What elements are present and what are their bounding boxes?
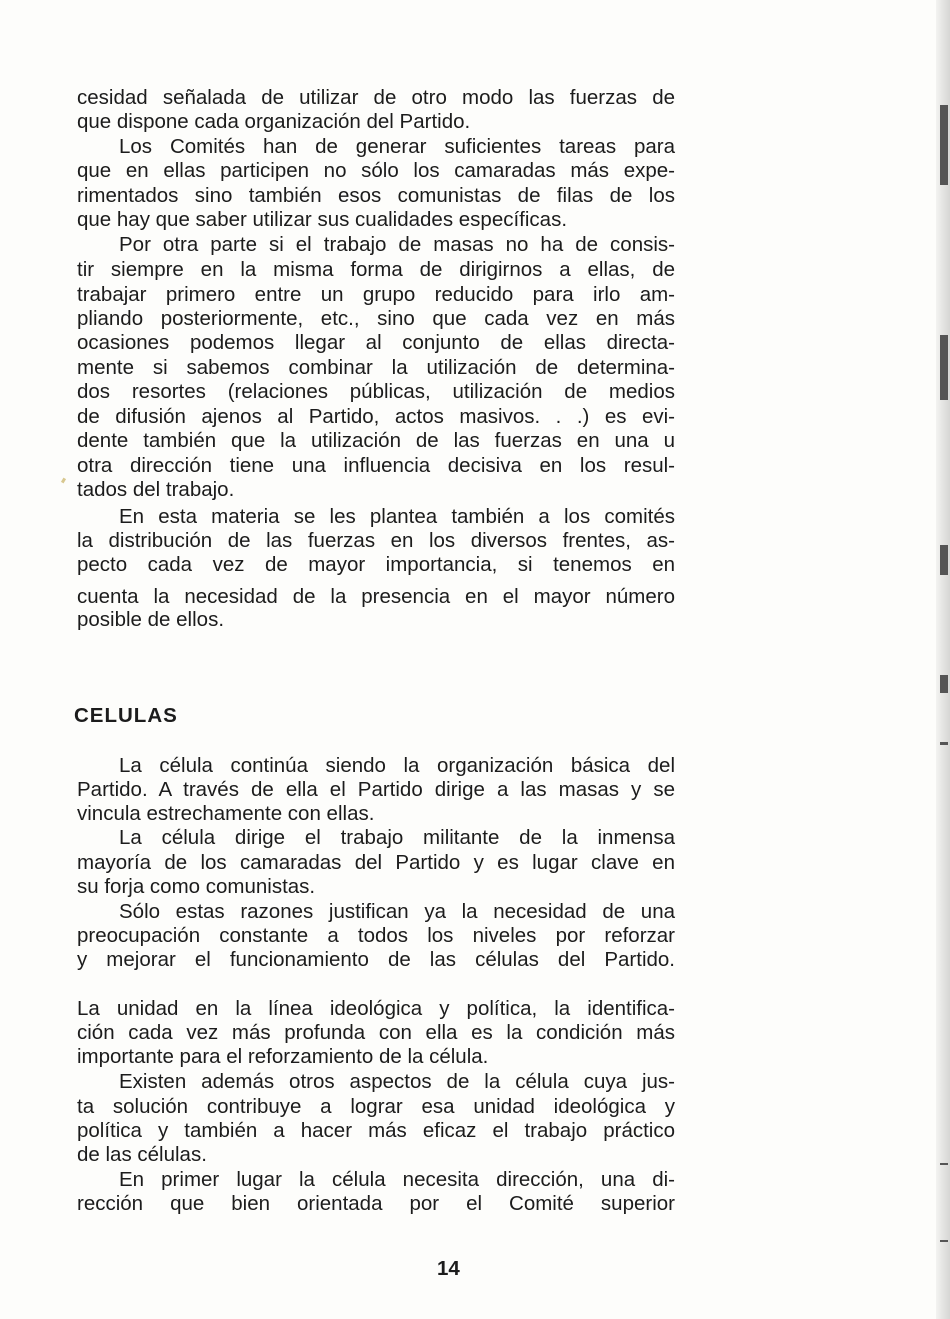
text-line: ción cada vez más profunda con ella es la condición más	[77, 1021, 675, 1044]
text-line: trabajar primero entre un grupo reducido para irlo am-	[77, 283, 675, 306]
text-line: política y también a hacer más eficaz el trabajo práctico	[77, 1119, 675, 1142]
text-line: la distribución de las fuerzas en los diversos frentes, as-	[77, 529, 675, 552]
text-line: ocasiones podemos llegar al conjunto de ellas directa-	[77, 331, 675, 354]
edge-shadow	[940, 1240, 948, 1242]
section-heading: CELULAS	[74, 704, 178, 727]
text-line: La célula continúa siendo la organización básica del	[119, 754, 675, 777]
text-line: En esta materia se les plantea también a los comités	[119, 505, 675, 528]
text-line: En primer lugar la célula necesita dirección, una di-	[119, 1168, 675, 1191]
text-line: de las células.	[77, 1143, 207, 1166]
page-number: 14	[437, 1257, 460, 1280]
text-line: dos resortes (relaciones públicas, utilización de medios	[77, 380, 675, 403]
text-line: ta solución contribuye a lograr esa unidad ideológica y	[77, 1095, 675, 1118]
text-line: pliando posteriormente, etc., sino que cada vez en más	[77, 307, 675, 330]
paper-speck	[61, 478, 66, 484]
text-line: que dispone cada organización del Partido.	[77, 110, 471, 133]
text-line: Sólo estas razones justifican ya la necesidad de una	[119, 900, 675, 923]
text-line: preocupación constante a todos los niveles por reforzar	[77, 924, 675, 947]
text-line: y mejorar el funcionamiento de las células del Partido.	[77, 948, 675, 971]
text-line: posible de ellos.	[77, 608, 225, 631]
text-line: que en ellas participen no sólo los camaradas más expe-	[77, 159, 675, 182]
text-line: La célula dirige el trabajo militante de la inmensa	[119, 826, 675, 849]
edge-shadow	[940, 335, 948, 400]
text-line: importante para el reforzamiento de la célula.	[77, 1045, 489, 1068]
text-line: de difusión ajenos al Partido, actos masivos. . .) es evi-	[77, 405, 675, 428]
edge-shadow	[940, 1163, 948, 1165]
text-line: vincula estrechamente con ellas.	[77, 802, 375, 825]
text-line: cesidad señalada de utilizar de otro modo las fuerzas de	[77, 86, 675, 109]
text-line: que hay que saber utilizar sus cualidades específicas.	[77, 208, 568, 231]
text-line: rimentados sino también esos comunistas de filas de los	[77, 184, 675, 207]
text-line: Existen además otros aspectos de la célula cuya jus-	[119, 1070, 675, 1093]
text-line: cuenta la necesidad de la presencia en el mayor número	[77, 585, 675, 608]
text-line: mayoría de los camaradas del Partido y es lugar clave en	[77, 851, 675, 874]
edge-shadow	[940, 675, 948, 693]
scan-page-edge	[936, 0, 950, 1319]
edge-shadow	[940, 545, 948, 575]
text-line: tir siempre en la misma forma de dirigirnos a ellas, de	[77, 258, 675, 281]
text-line: tados del trabajo.	[77, 478, 235, 501]
text-line: Partido. A través de ella el Partido dirige a las masas y se	[77, 778, 675, 801]
text-line: rección que bien orientada por el Comité superior	[77, 1192, 675, 1215]
text-line: mente si sabemos combinar la utilización de determina-	[77, 356, 675, 379]
text-line: dente también que la utilización de las fuerzas en una u	[77, 429, 675, 452]
text-line: otra dirección tiene una influencia decisiva en los resul-	[77, 454, 675, 477]
text-line: su forja como comunistas.	[77, 875, 316, 898]
edge-shadow	[940, 105, 948, 185]
text-line: Por otra parte si el trabajo de masas no ha de consis-	[119, 233, 675, 256]
edge-shadow	[940, 742, 948, 745]
text-line: Los Comités han de generar suficientes tareas para	[119, 135, 675, 158]
text-line: La unidad en la línea ideológica y política, la identifica-	[77, 997, 675, 1020]
text-line: pecto cada vez de mayor importancia, si tenemos en	[77, 553, 675, 576]
